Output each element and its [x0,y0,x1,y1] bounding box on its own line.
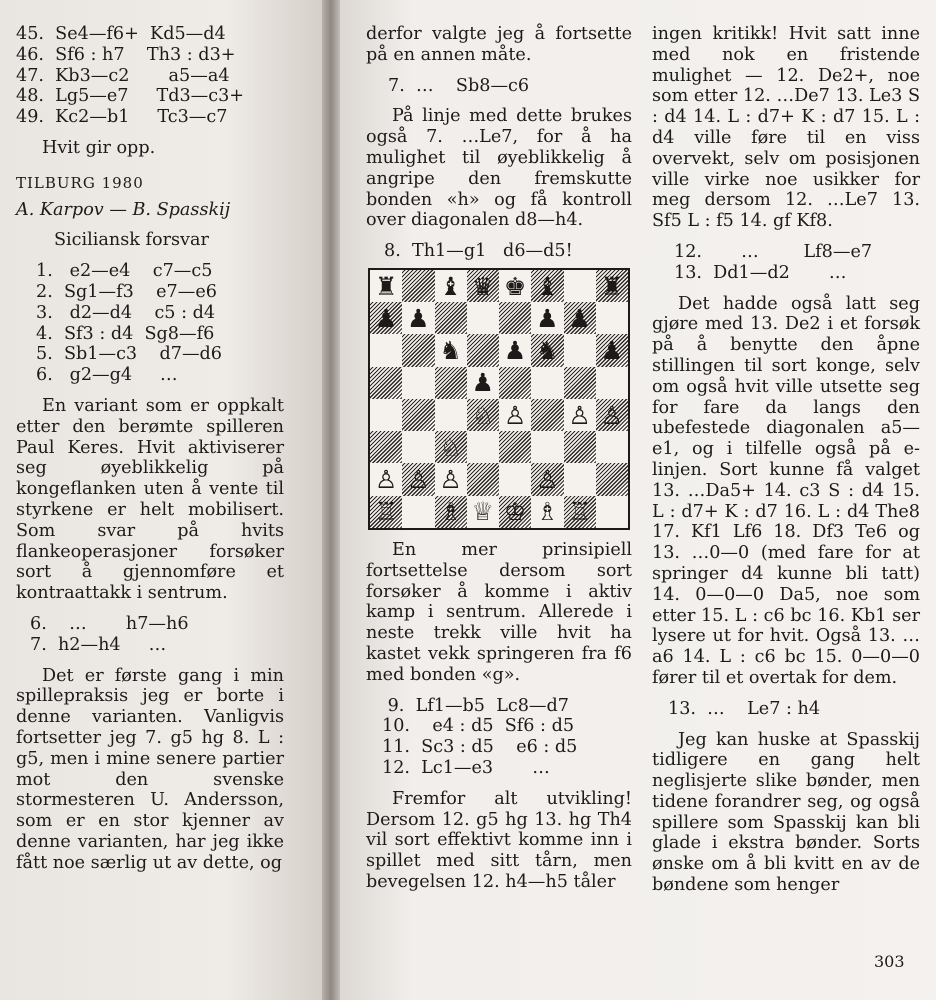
paragraph: Det hadde også latt seg gjøre med 13. De2 i et forsøk på å benytte den åpne stillingen til sort konge, selv om også hvit ville utsette seg for fare da langs den ubefestede diagonalen a5—e1, og i tilfelle også på e-linjen. Sort kunne få valget 13. …Da5+ 14. c3 S : d4 15. L : d7+ K : d7 16. L : d4 The8 17. Kf1 Lf6 18. Df3 Te6 og 13. …0—0 (med fare for at springer d4 kunne bli tatt) 14. 0—0—0 Da5, noe som etter 15. L : c6 bc 16. Kb1 ser lysere ut for hvit. Også 13. …a6 14. L : c6 bc 15. 0—0—0 fører til et overtak for dem. [652,293,920,688]
move-line: 12. Lc1—e3 … [382,757,550,778]
book-gutter [322,0,340,1000]
board-square [564,270,596,302]
chess-piece-icon: ♙ [407,465,430,495]
chess-piece-icon: ♙ [568,400,591,430]
move-line: 6. … h7—h6 [30,613,189,634]
move-line: 13. Dd1—d2 … [674,262,847,283]
board-square [435,463,467,495]
move-line: 48. Lg5—e7 Td3—c3+ [16,86,245,107]
board-square [370,367,402,399]
chess-piece-icon: ♕ [471,497,495,527]
board-square [499,463,531,495]
chess-piece-icon: ♚ [503,271,527,301]
board-square [564,496,596,528]
paragraph: Fremfor alt utvikling! Dersom 12. g5 hg 13. hg Th4 vil sort effektivt komme inn i spillet med sitt tårn, men bevegelsen 12. h4—h5 tåler [366,788,632,892]
paragraph: Det er første gang i min spillepraksis jeg er borte i denne varianten. Vanligvis fortsetter jeg 7. g5 hg 8. L : g5, men i mine senere partier mot den svenske stormesteren U. Andersson, som er en stor kjenner av denne varianten, har jeg ikke fått noe særlig ut av dette, og [16,665,284,873]
board-square [467,367,499,399]
chess-piece-icon: ♗ [439,497,462,527]
board-square [467,270,499,302]
move-line: 3. d2—d4 c5 : d4 [36,302,216,323]
board-square [596,367,628,399]
board-square [531,334,563,366]
board-square [499,334,531,366]
chess-piece-icon: ♛ [471,271,495,301]
chess-piece-icon: ♔ [503,497,527,527]
board-square [435,399,467,431]
board-square [499,431,531,463]
move-line: 13. … Le7 : h4 [668,698,821,719]
board-square [564,334,596,366]
board-square [370,496,402,528]
chess-piece-icon: ♟ [374,303,398,333]
chess-piece-icon: ♟ [600,336,624,366]
paragraph: Jeg kan huske at Spasskij tidligere en gang helt neglisjerte slike bønder, men tidene forandrer seg, og også spillere som Spasskij kan bli glade i ekstra bønder. Sorts ønske om å bli kvitt en av de bøndene som henger [652,729,920,896]
right-column [652,24,920,896]
paragraph: En variant som er oppkalt etter den berømte spilleren Paul Keres. Hvit aktiviserer seg øyeblikkelig på kongeflanken uten å vente til styrkene er helt mobilisert. Som svar på hvits flankeoperasjoner forsøker sort å gjennomføre et kontraattakk i sentrum. [16,395,284,604]
move-line: 10. e4 : d5 Sf6 : d5 [382,716,575,737]
chess-piece-icon: ♙ [439,465,462,495]
chess-piece-icon: ♘ [439,432,462,462]
board-square [564,367,596,399]
board-square [467,463,499,495]
board-square [402,496,434,528]
chess-piece-icon: ♘ [471,400,495,430]
chess-piece-icon: ♜ [374,271,398,301]
chess-piece-icon: ♟ [407,303,430,333]
board-square [531,431,563,463]
board-square [596,463,628,495]
board-square [531,302,563,334]
board-square [499,399,531,431]
players-line: A. Karpov — B. Spasskij [16,199,231,220]
chess-diagram [368,268,630,530]
board-square [435,496,467,528]
move-line: 7. h2—h4 … [30,634,167,655]
board-square [402,399,434,431]
move-line: 11. Sc3 : d5 e6 : d5 [382,737,578,758]
left-column [16,24,284,873]
move-line: 7. … Sb8—c6 [388,75,530,96]
board-square [467,399,499,431]
chess-piece-icon: ♖ [568,497,591,527]
board-square [435,302,467,334]
paragraph: En mer prinsipiell fortsettelse dersom sort forsøker å komme i aktiv kamp i sentrum. Allerede i neste trekk ville hvit ha kastet vekk springeren fra f6 med bonden «g». [366,539,632,685]
paragraph: På linje med dette brukes også 7. …Le7, for å ha mulighet til øyeblikkelig å angripe den fremskutte bonden «h» og få kontroll over diagonalen d8—h4. [366,106,632,231]
board-square [531,496,563,528]
board-square [499,496,531,528]
board-square [402,270,434,302]
paragraph: ingen kritikk! Hvit satt inne med nok en fristende mulighet — 12. De2+, noe som etter 12. …De7 13. Le3 S : d4 14. L : d7+ K : d7 15. L : d4 ville føre til en viss overvekt, selv om posisjonen ville virke noe usikker for meg dersom 12. …Le7 13. Sf5 L : f5 14. gf Kf8. [652,24,920,232]
chess-piece-icon: ♗ [536,497,559,527]
chess-piece-icon: ♞ [439,336,462,366]
move-line: 4. Sf3 : d4 Sg8—f6 [36,323,215,344]
chess-piece-icon: ♞ [536,336,559,366]
board-square [467,302,499,334]
board-square [467,334,499,366]
chess-board [370,270,628,528]
board-square [564,463,596,495]
board-square [531,367,563,399]
board-square [596,496,628,528]
board-square [370,334,402,366]
board-square [370,463,402,495]
board-square [499,270,531,302]
move-line: 46. Sf6 : h7 Th3 : d3+ [16,44,236,65]
event-heading: TILBURG 1980 [16,173,144,192]
board-square [370,399,402,431]
move-line: 2. Sg1—f3 e7—e6 [36,281,217,302]
chess-piece-icon: ♖ [374,497,398,527]
move-line: 49. Kc2—b1 Tc3—c7 [16,107,228,128]
move-line: 6. g2—g4 … [36,365,178,386]
board-square [564,431,596,463]
board-square [435,334,467,366]
board-square [402,334,434,366]
chess-piece-icon: ♟ [471,368,495,398]
board-square [596,431,628,463]
paragraph: derfor valgte jeg å fortsette på en annen måte. [366,24,632,65]
chess-piece-icon: ♟ [568,303,591,333]
move-line: 12. … Lf8—e7 [674,241,873,262]
board-square [531,463,563,495]
resign-text: Hvit gir opp. [42,137,156,158]
board-square [596,270,628,302]
chess-piece-icon: ♙ [536,465,559,495]
chess-piece-icon: ♙ [374,465,398,495]
chess-piece-icon: ♟ [536,303,559,333]
move-line: 8. Th1—g1 d6—d5! [384,241,573,262]
board-square [564,399,596,431]
chess-piece-icon: ♝ [536,271,559,301]
chess-piece-icon: ♙ [503,400,527,430]
board-square [370,302,402,334]
move-line: 9. Lf1—b5 Lc8—d7 [382,695,569,716]
chess-piece-icon: ♜ [600,271,624,301]
move-line: 45. Se4—f6+ Kd5—d4 [16,24,226,44]
board-square [402,367,434,399]
board-square [596,334,628,366]
page-number: 303 [874,952,905,971]
opening-name: Siciliansk forsvar [54,230,209,251]
move-line: 1. e2—e4 c7—c5 [36,261,213,282]
board-square [402,302,434,334]
board-square [435,431,467,463]
board-square [435,270,467,302]
board-square [531,399,563,431]
board-square [564,302,596,334]
move-line: 5. Sb1—c3 d7—d6 [36,344,222,365]
board-square [596,302,628,334]
board-square [402,463,434,495]
middle-column [366,24,632,893]
board-square [402,431,434,463]
board-square [467,431,499,463]
board-square [370,431,402,463]
board-square [370,270,402,302]
chess-piece-icon: ♙ [600,400,624,430]
chess-piece-icon: ♝ [439,271,462,301]
board-square [531,270,563,302]
chess-piece-icon: ♟ [503,336,527,366]
board-square [499,302,531,334]
board-square [596,399,628,431]
board-square [499,367,531,399]
board-square [467,496,499,528]
move-line: 47. Kb3—c2 a5—a4 [16,65,230,86]
board-square [435,367,467,399]
